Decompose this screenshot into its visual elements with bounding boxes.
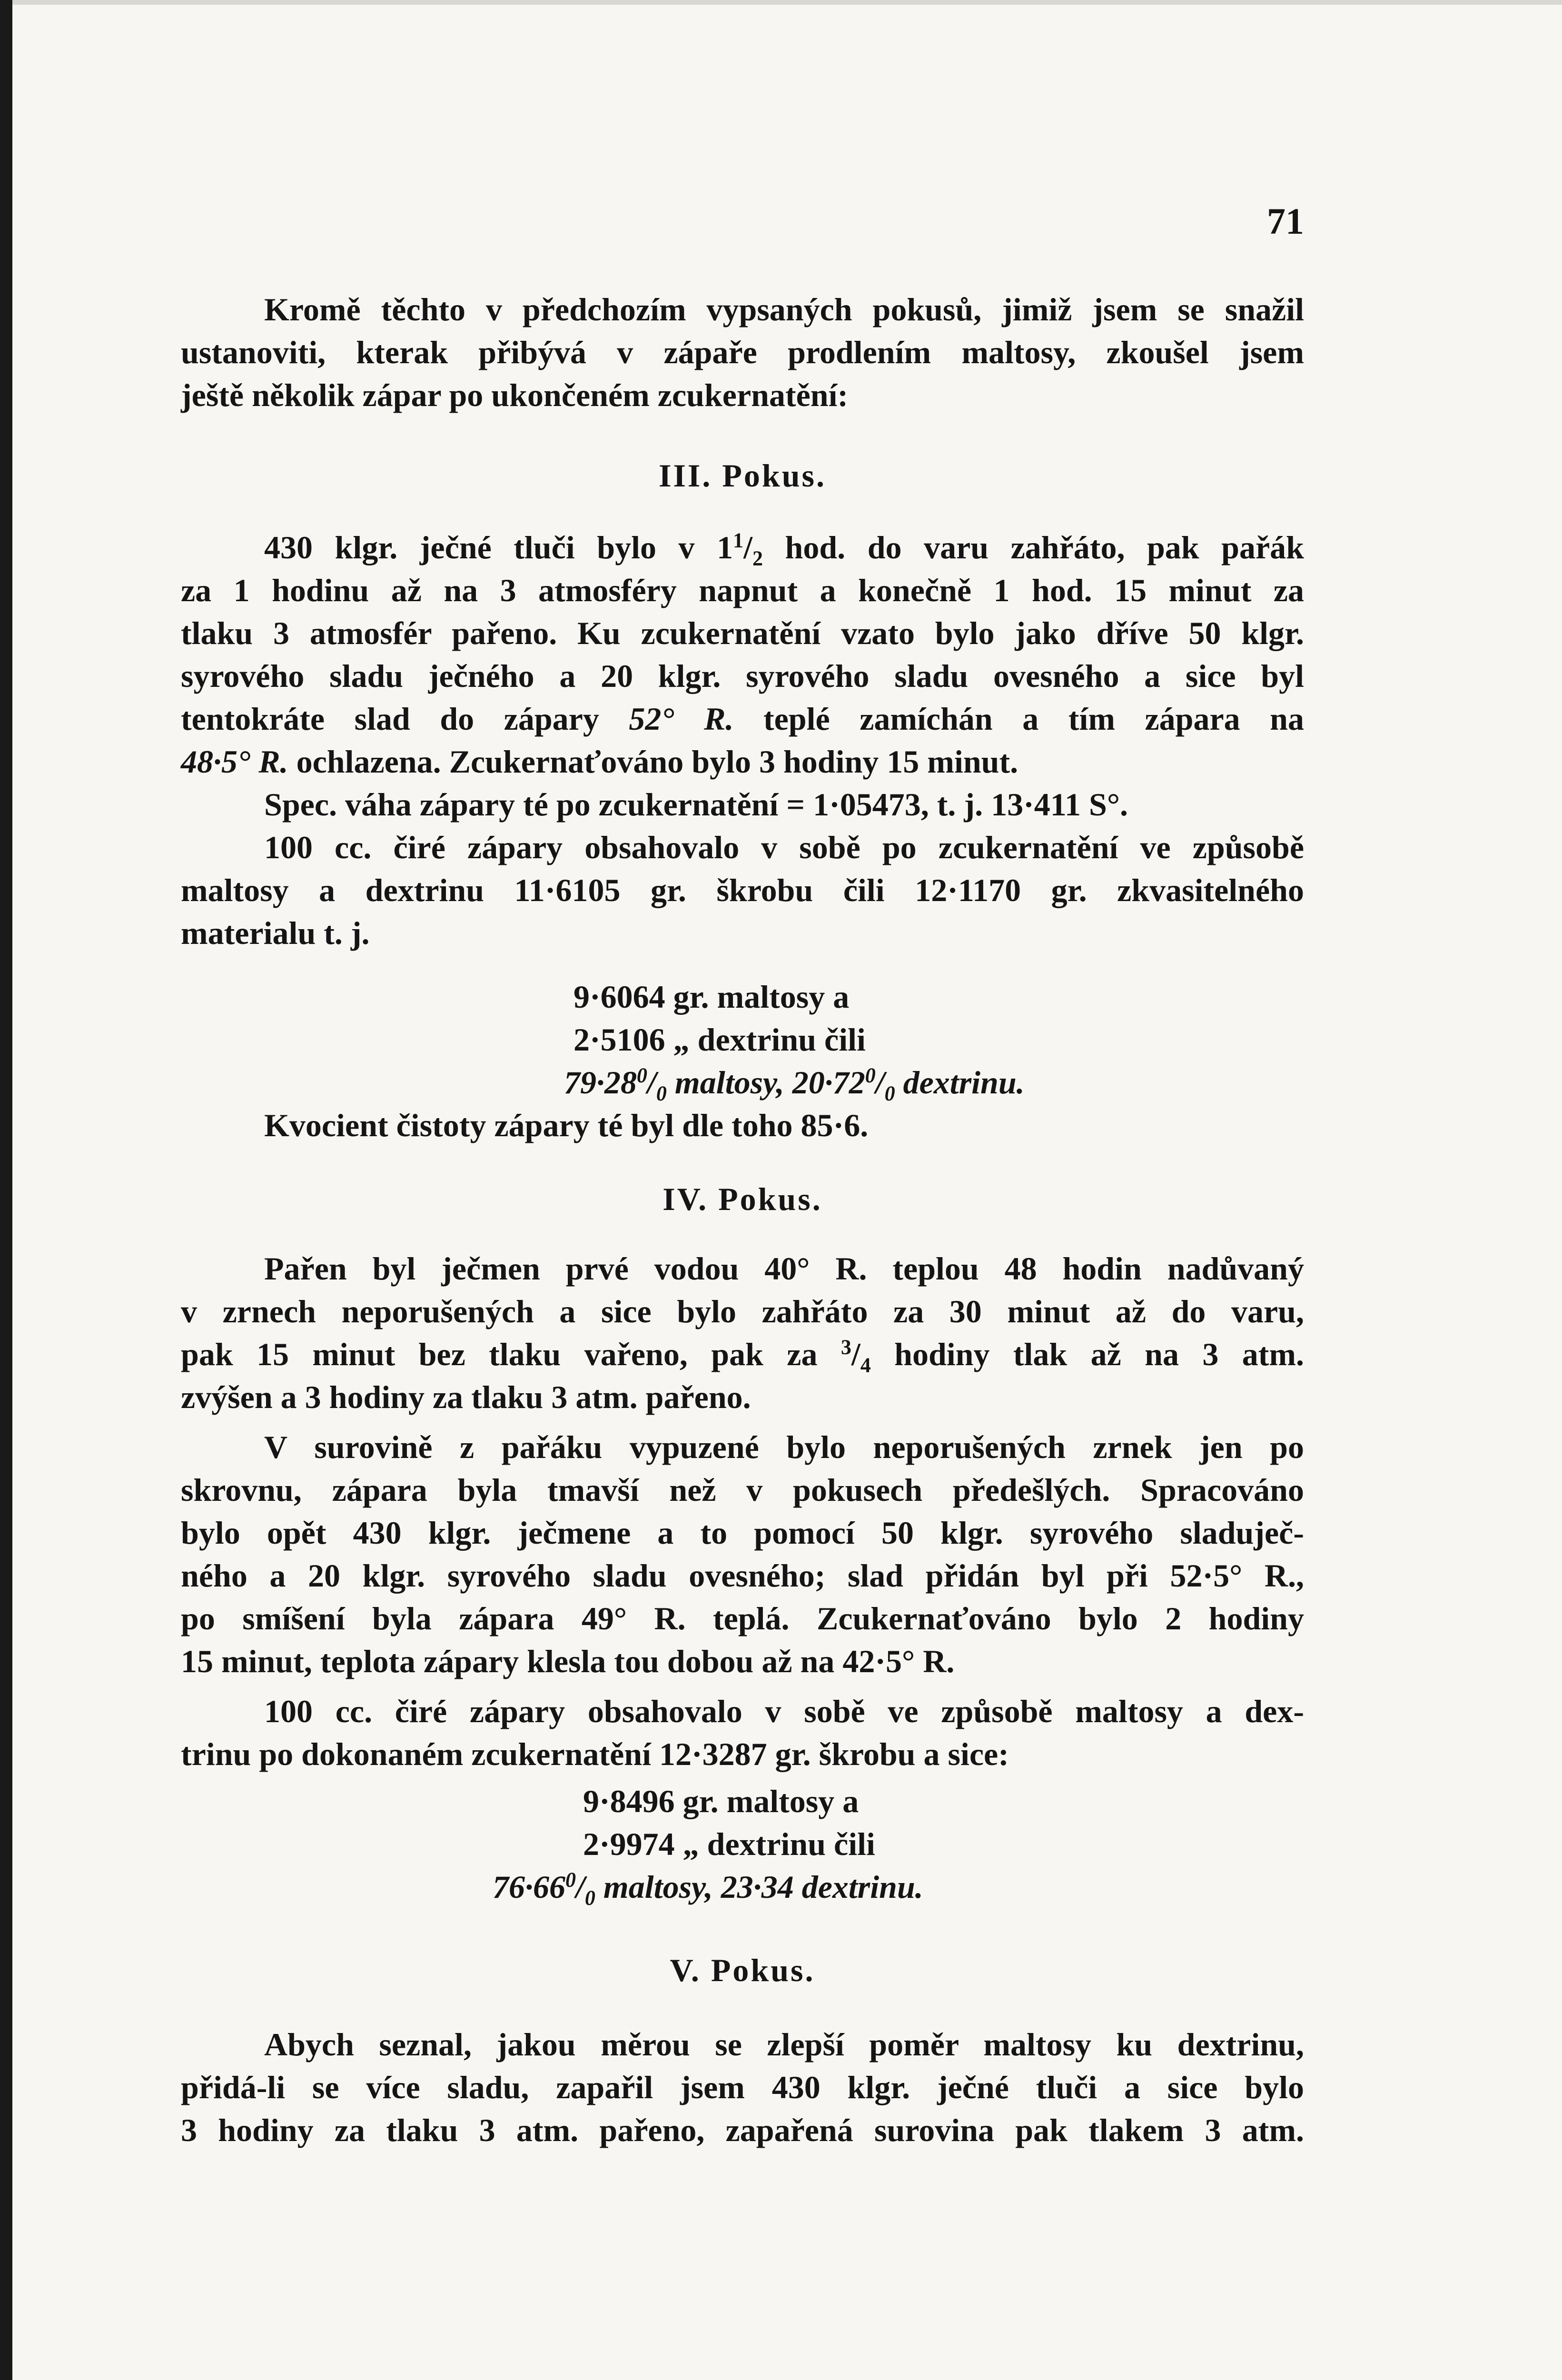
intro-paragraph bbox=[181, 288, 1304, 416]
text-line: 3 hodiny za tlaku 3 atm. pařeno, zapařená surovina pak tlakem 3 atm. bbox=[181, 2112, 1304, 2148]
section-heading-3: III. Pokus. bbox=[658, 457, 827, 494]
text-line: ustanoviti, kterak přibývá v zápaře prodlením maltosy, zkoušel jsem bbox=[181, 334, 1304, 370]
text-line: bylo opět 430 klgr. ječmene a to pomocí 50 klgr. syrového sladuječ- bbox=[181, 1515, 1304, 1551]
text-line: Kromě těchto v předchozím vypsaných pokusů, jimiž jsem se snažil bbox=[264, 291, 1304, 327]
formula-dextrin-4: 2·9974 „ dextrinu čili bbox=[583, 1826, 875, 1862]
text-line: přidá-li se více sladu, zapařil jsem 430 klgr. ječné tluči a sice bylo bbox=[181, 2069, 1304, 2105]
text-line: zvýšen a 3 hodiny za tlaku 3 atm. pařeno. bbox=[181, 1379, 751, 1415]
text-line: tlaku 3 atmosfér pařeno. Ku zcukernatění vzato bylo jako dříve 50 klgr. bbox=[181, 615, 1304, 651]
text-line: 100 cc. čiré zápary obsahovalo v sobě po zcukernatění ve způsobě bbox=[264, 829, 1304, 865]
quotient-line: Kvocient čistoty zápary té byl dle toho 85·6. bbox=[264, 1107, 869, 1143]
section4-paragraph-3 bbox=[181, 1690, 1304, 1775]
text-line: maltosy a dextrinu 11·6105 gr. škrobu čili 12·1170 gr. zkvasitelného bbox=[181, 872, 1304, 908]
text-line: za 1 hodinu až na 3 atmosféry napnut a konečně 1 hod. 15 minut za bbox=[181, 572, 1304, 608]
text-line: pak 15 minut bez tlaku vařeno, pak za $^3/_4$ hodiny tlak až na 3 atm. bbox=[181, 1335, 1305, 1377]
text-line: ného a 20 klgr. syrového sladu ovesného; slad přidán byl při 52·5° R., bbox=[181, 1557, 1304, 1594]
section4-paragraph-1 bbox=[181, 1247, 1304, 1418]
text-line: 430 klgr. ječné tluči bylo v $1^1/_2$ hod. do varu zahřáto, pak pařák bbox=[264, 528, 1304, 570]
text-line: skrovnu, zápara byla tmavší než v pokusech předešlých. Spracováno bbox=[181, 1472, 1304, 1508]
text-line: 48·5° R. ochlazena. Zcukernaťováno bylo 3 hodiny 15 minut. bbox=[181, 744, 1018, 780]
text-line: syrového sladu ječného a 20 klgr. syrového sladu ovesného a sice byl bbox=[181, 658, 1304, 694]
spec-line: Spec. váha zápary té po zcukernatění = 1·05473, t. j. 13·411 S°. bbox=[264, 786, 1128, 823]
formula-maltose-3: 9·6064 gr. maltosy a bbox=[573, 979, 850, 1015]
text-line: trinu po dokonaném zcukernatění 12·3287 gr. škrobu a sice: bbox=[181, 1736, 1009, 1772]
text-line: 100 cc. čiré zápary obsahovalo v sobě ve způsobě maltosy a dex- bbox=[264, 1693, 1304, 1729]
section5-paragraph-1 bbox=[181, 2023, 1304, 2152]
formula-dextrin-3: 2·5106 „ dextrinu čili bbox=[573, 1021, 866, 1058]
text-line: tentokráte slad do zápary 52° R. teplé zamíchán a tím zápara na bbox=[181, 701, 1305, 737]
section-heading-4: IV. Pokus. bbox=[662, 1181, 822, 1217]
text-line: Pařen byl ječmen prvé vodou 40° R. teplou 48 hodin nadůvaný bbox=[264, 1250, 1304, 1287]
formula-maltose-4: 9·8496 gr. maltosy a bbox=[583, 1783, 859, 1819]
text-line: Abych seznal, jakou měrou se zlepší poměr maltosy ku dextrinu, bbox=[264, 2026, 1304, 2063]
formula-ratio-4: $76\cdot 66^0/_0$ maltosy, 23·34 dextrinu. bbox=[493, 1868, 923, 1910]
scan-edge-top bbox=[0, 0, 1562, 5]
text-line: v zrnech neporušených a sice bylo zahřáto za 30 minut až do varu, bbox=[181, 1293, 1304, 1329]
text-line: V surovině z pařáku vypuzené bylo neporušených zrnek jen po bbox=[264, 1429, 1304, 1465]
text-line: 15 minut, teplota zápary klesla tou dobou až na 42·5° R. bbox=[181, 1643, 955, 1679]
text-line: materialu t. j. bbox=[181, 915, 370, 951]
section-heading-5: V. Pokus. bbox=[670, 1952, 815, 1988]
section4-paragraph-2 bbox=[181, 1426, 1304, 1683]
page-number: 71 bbox=[1267, 200, 1304, 242]
formula-ratio-3: $79\cdot 28^0/_0$ maltosy, $20\cdot 72^0/_0$ dextrinu. bbox=[564, 1063, 1025, 1105]
text-line: po smíšení byla zápara 49° R. teplá. Zcukernaťováno bylo 2 hodiny bbox=[181, 1600, 1304, 1636]
section3-paragraph-1 bbox=[181, 526, 1304, 954]
scan-edge-left bbox=[0, 0, 12, 2380]
text-line: ještě několik zápar po ukončeném zcukernatění: bbox=[181, 377, 849, 413]
